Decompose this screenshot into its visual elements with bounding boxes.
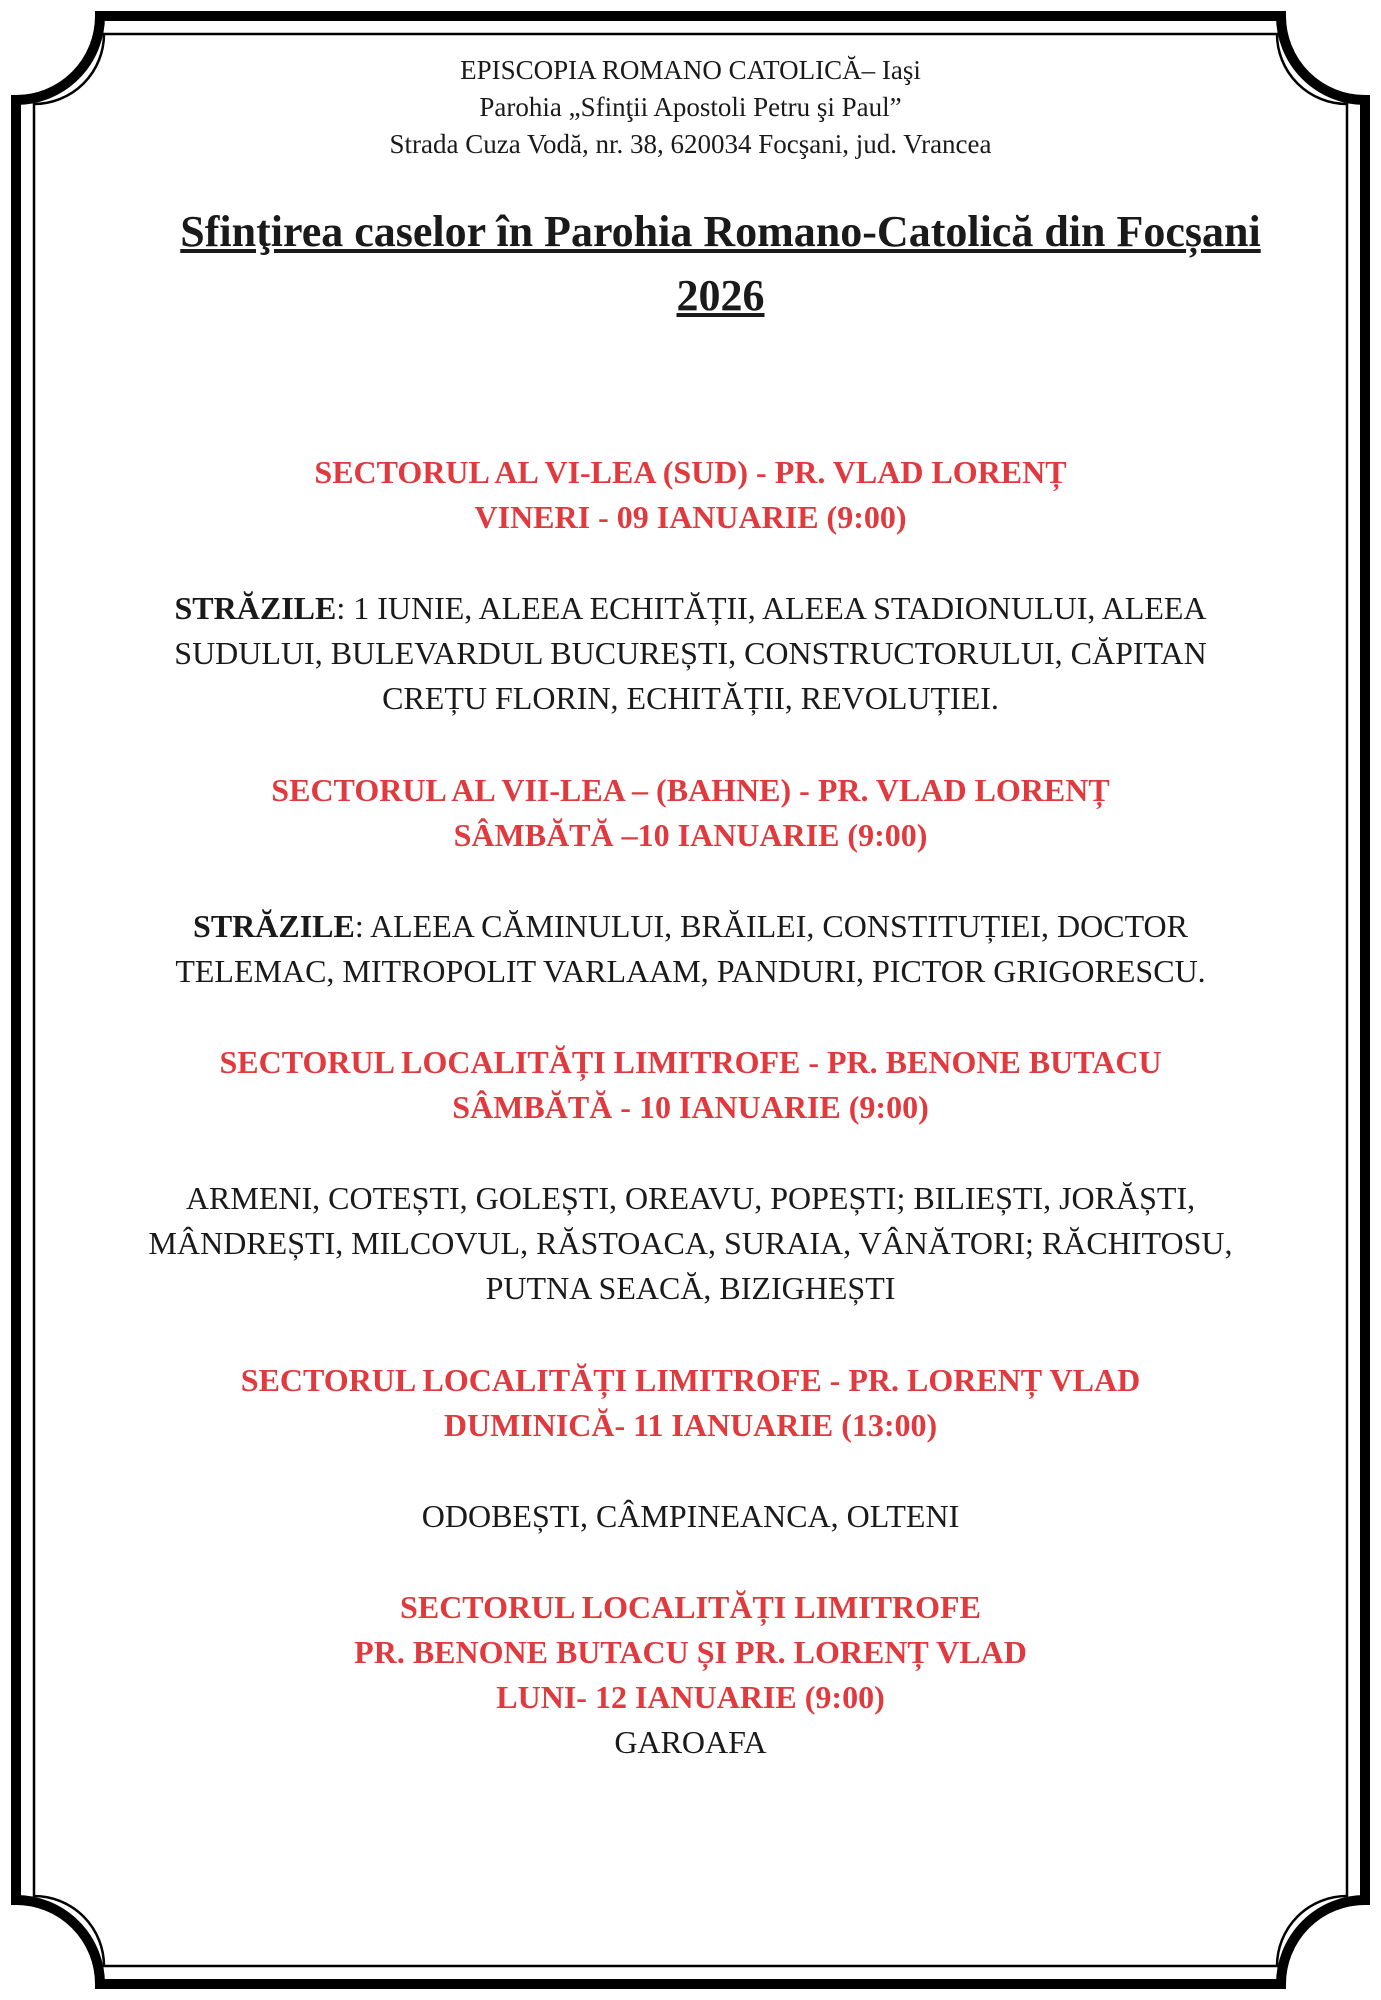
page-title [160, 200, 1281, 328]
sector-date: SÂMBĂTĂ –10 IANUARIE (9:00) [453, 817, 928, 853]
villages-line: ARMENI, COTEȘTI, GOLEȘTI, OREAVU, POPEȘTI; BILIEȘTI, JORĂȘTI, [185, 1180, 1196, 1216]
sector-heading: SECTORUL LOCALITĂȚI LIMITROFE - PR. LORENȚ VLAD [240, 1362, 1141, 1398]
sector-7-heading [100, 768, 1281, 858]
sector-limitrofe-butacu-villages [100, 1176, 1281, 1311]
streets-line: : ALEEA CĂMINULUI, BRĂILEI, CONSTITUȚIEI, DOCTOR [354, 908, 1188, 944]
sector-7-streets [100, 904, 1281, 994]
title-year: 2026 [676, 271, 765, 320]
sector-date: VINERI - 09 IANUARIE (9:00) [474, 499, 907, 535]
sector-date: DUMINICĂ- 11 IANUARIE (13:00) [443, 1407, 938, 1443]
streets-line: TELEMAC, MITROPOLIT VARLAAM, PANDURI, PICTOR GRIGORESCU. [175, 953, 1206, 989]
header-parish: Parohia „Sfinţii Apostoli Petru şi Paul” [479, 92, 902, 122]
sector-limitrofe-both-villages [100, 1720, 1281, 1765]
sector-limitrofe-vlad-villages [100, 1494, 1281, 1539]
villages-line: ODOBEȘTI, CÂMPINEANCA, OLTENI [421, 1498, 960, 1534]
sector-limitrofe-both-heading [100, 1585, 1281, 1720]
streets-line: SUDULUI, BULEVARDUL BUCUREȘTI, CONSTRUCTORULUI, CĂPITAN [174, 635, 1207, 671]
sector-heading: SECTORUL LOCALITĂȚI LIMITROFE - PR. BENONE BUTACU [219, 1044, 1162, 1080]
villages-line: PUTNA SEACĂ, BIZIGHEȘTI [485, 1270, 896, 1306]
sector-limitrofe-vlad-heading [100, 1358, 1281, 1448]
streets-label: STRĂZILE [174, 590, 337, 626]
streets-line: CREȚU FLORIN, ECHITĂȚII, REVOLUȚIEI. [382, 680, 999, 716]
header-diocese: EPISCOPIA ROMANO CATOLICĂ– Iaşi [460, 55, 921, 85]
sector-6-heading [100, 450, 1281, 540]
sector-6-streets [100, 586, 1281, 721]
villages-line: MÂNDREȘTI, MILCOVUL, RĂSTOACA, SURAIA, VÂNĂTORI; RĂCHITOSU, [148, 1225, 1233, 1261]
parish-header [100, 52, 1281, 163]
sector-heading: SECTORUL LOCALITĂȚI LIMITROFE [400, 1589, 981, 1625]
sector-heading: SECTORUL AL VI-LEA (SUD) - PR. VLAD LORENȚ [314, 454, 1067, 490]
sector-date: SÂMBĂTĂ - 10 IANUARIE (9:00) [452, 1089, 929, 1125]
streets-label: STRĂZILE [193, 908, 355, 944]
sector-limitrofe-butacu-heading [100, 1040, 1281, 1130]
sector-heading: SECTORUL AL VII-LEA – (BAHNE) - PR. VLAD LORENȚ [271, 772, 1110, 808]
title-line-1: Sfinţirea caselor în Parohia Romano-Catolică din Focșani [180, 207, 1261, 256]
sector-priests: PR. BENONE BUTACU ȘI PR. LORENȚ VLAD [354, 1634, 1027, 1670]
streets-line: : 1 IUNIE, ALEEA ECHITĂȚII, ALEEA STADIONULUI, ALEEA [336, 590, 1207, 626]
header-address: Strada Cuza Vodă, nr. 38, 620034 Focşani, jud. Vrancea [389, 129, 992, 159]
villages-line: GAROAFA [614, 1724, 767, 1760]
sector-date: LUNI- 12 IANUARIE (9:00) [496, 1679, 885, 1715]
